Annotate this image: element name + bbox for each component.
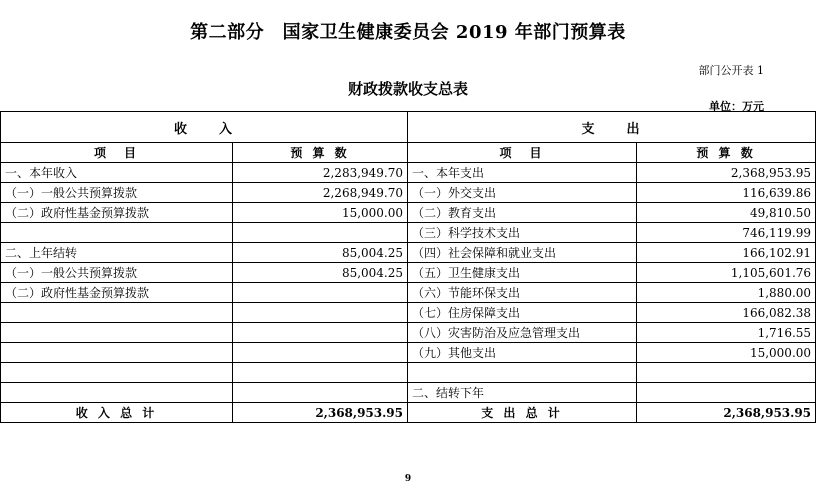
income-item-cell	[1, 363, 233, 383]
expense-value-cell: 15,000.00	[637, 343, 816, 363]
expense-value-cell: 2,368,953.95	[637, 163, 816, 183]
expense-item-cell: 二、结转下年	[408, 383, 637, 403]
income-item-cell: （二）政府性基金预算拨款	[1, 203, 233, 223]
page-number: 9	[404, 474, 412, 484]
income-value-cell	[233, 343, 408, 363]
column-header-row	[1, 143, 816, 163]
form-number: 部门公开表 1	[698, 64, 764, 77]
expense-item-header: 项 目	[408, 143, 637, 163]
expense-value-cell: 1,716.55	[637, 323, 816, 343]
income-item-cell	[1, 223, 233, 243]
income-value-cell	[233, 303, 408, 323]
income-item-cell	[1, 303, 233, 323]
expense-item-cell: （一）外交支出	[408, 183, 637, 203]
income-item-cell: （一）一般公共预算拨款	[1, 183, 233, 203]
table-row	[1, 243, 816, 263]
income-value-cell	[233, 283, 408, 303]
expense-item-cell: 一、本年支出	[408, 163, 637, 183]
expense-section-header: 支 出	[408, 112, 816, 143]
expense-budget-header: 预 算 数	[637, 143, 816, 163]
expense-item-cell: （五）卫生健康支出	[408, 263, 637, 283]
income-section-header: 收 入	[1, 112, 408, 143]
expense-item-cell: （二）教育支出	[408, 203, 637, 223]
income-value-cell: 15,000.00	[233, 203, 408, 223]
expense-item-cell: （三）科学技术支出	[408, 223, 637, 243]
expense-item-cell: （八）灾害防治及应急管理支出	[408, 323, 637, 343]
expense-item-cell: （四）社会保障和就业支出	[408, 243, 637, 263]
expense-value-cell: 49,810.50	[637, 203, 816, 223]
table-row	[1, 323, 816, 343]
income-item-header: 项 目	[1, 143, 233, 163]
income-item-cell: （二）政府性基金预算拨款	[1, 283, 233, 303]
expense-item-cell: （六）节能环保支出	[408, 283, 637, 303]
income-item-cell: 二、上年结转	[1, 243, 233, 263]
table-row	[1, 223, 816, 243]
budget-table	[0, 111, 816, 423]
expense-value-cell: 116,639.86	[637, 183, 816, 203]
expense-value-cell: 166,082.38	[637, 303, 816, 323]
total-row	[1, 403, 816, 423]
income-item-cell: （一）一般公共预算拨款	[1, 263, 233, 283]
table-row	[1, 343, 816, 363]
total-income-label: 收 入 总 计	[1, 403, 233, 423]
expense-value-cell	[637, 363, 816, 383]
table-title: 财政拨款收支总表	[347, 80, 468, 98]
income-value-cell	[233, 323, 408, 343]
income-value-cell: 85,004.25	[233, 243, 408, 263]
table-row	[1, 283, 816, 303]
total-income-value: 2,368,953.95	[233, 403, 408, 423]
income-value-cell	[233, 383, 408, 403]
income-value-cell: 2,283,949.70	[233, 163, 408, 183]
total-expense-value: 2,368,953.95	[637, 403, 816, 423]
table-row	[1, 383, 816, 403]
page-title: 第二部分 国家卫生健康委员会 2019 年部门预算表	[190, 22, 626, 43]
expense-item-cell: （九）其他支出	[408, 343, 637, 363]
section-header-row	[1, 112, 816, 143]
unit-label: 单位：万元	[709, 100, 764, 113]
income-budget-header: 预 算 数	[233, 143, 408, 163]
income-value-cell	[233, 223, 408, 243]
expense-value-cell: 746,119.99	[637, 223, 816, 243]
income-item-cell: 一、本年收入	[1, 163, 233, 183]
expense-value-cell: 1,105,601.76	[637, 263, 816, 283]
table-row	[1, 363, 816, 383]
income-item-cell	[1, 343, 233, 363]
income-item-cell	[1, 323, 233, 343]
table-row	[1, 183, 816, 203]
total-expense-label: 支 出 总 计	[408, 403, 637, 423]
table-row	[1, 303, 816, 323]
expense-value-cell: 166,102.91	[637, 243, 816, 263]
income-value-cell: 2,268,949.70	[233, 183, 408, 203]
expense-value-cell	[637, 383, 816, 403]
table-row	[1, 163, 816, 183]
income-value-cell	[233, 363, 408, 383]
expense-value-cell: 1,880.00	[637, 283, 816, 303]
income-item-cell	[1, 383, 233, 403]
table-row	[1, 263, 816, 283]
table-row	[1, 203, 816, 223]
income-value-cell: 85,004.25	[233, 263, 408, 283]
expense-item-cell: （七）住房保障支出	[408, 303, 637, 323]
expense-item-cell	[408, 363, 637, 383]
